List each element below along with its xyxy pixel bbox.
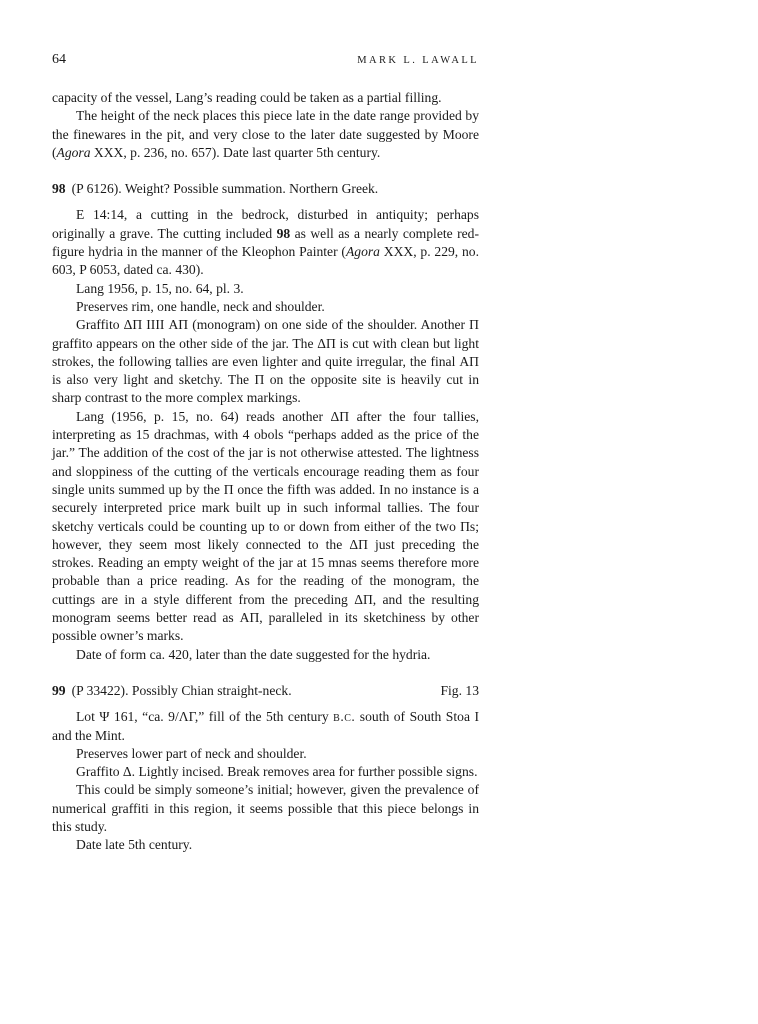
entry-99-preservation: Preserves lower part of neck and shoulder. — [76, 745, 307, 761]
entry-99-number: 99 — [52, 682, 66, 698]
main-column — [52, 89, 479, 855]
intro-paragraph-2: The height of the neck places this piece late in the date range provided by the finewares in the pit, and very close to the later date suggested by Moore (Agora XXX, p. 236, no. 657). Date last quarter 5th century. — [52, 108, 479, 160]
entry-98-number: 98 — [52, 181, 66, 197]
entry-98-graffito: Graffito ΔΠ IIII ΑΠ (monogram) on one side of the shoulder. Another Π graffito appears on the other side of the jar. The ΔΠ is cut with clean but light strokes, the following tallies are even lighter and quite irregular, the final ΑΠ is also very light and sketchy. The Π on the opposite site is heavily cut in sharp contrast to the more complex markings. — [52, 317, 479, 406]
entry-98-preservation: Preserves rim, one handle, neck and shoulder. — [76, 298, 325, 314]
entry-99-context: Lot Ψ 161, “ca. 9/ΛΓ,” fill of the 5th century b.c. south of South Stoa I and the Mint. — [52, 709, 479, 743]
entry-99-heading — [52, 682, 479, 700]
entry-98-bibliography: Lang 1956, p. 15, no. 64, pl. 3. — [76, 280, 244, 296]
entry-98-discussion: Lang (1956, p. 15, no. 64) reads another ΔΠ after the four tallies, interpreting as 15 drachmas, with 4 obols “perhaps added as the price of the jar.” The addition of the cost of the jar is not otherwise attested. The lightness and sloppiness of the cutting of the verticals encourage reading them as four single units summed up by the Π once the fifth was added. In no instance is a securely interpreted price mark built up in such informal tallies. The four sketchy verticals could be counting up to or down from either of the two Πs; however, they seem most likely connected to the ΔΠ just preceding the strokes. Reading an empty weight of the jar at 15 mnas seems therefore more probable than a price reading. As for the reading of the monogram, the cuttings are in a style different from the preceding ΔΠ, and the resulting monogram seems better read as ΑΠ, paralleled in its sketchiness by other possible owner’s marks. — [52, 408, 479, 644]
entry-98-context: E 14:14, a cutting in the bedrock, disturbed in antiquity; perhaps originally a grave. The cutting included 98 as well as a nearly complete red-figure hydria in the manner of the Kleophon Painter (Agora XXX, p. 229, no. 603, P 6053, dated ca. 430). — [52, 207, 480, 278]
intro-paragraph-1: capacity of the vessel, Lang’s reading could be taken as a partial filling. — [52, 90, 442, 105]
entry-98-date: Date of form ca. 420, later than the date suggested for the hydria. — [76, 646, 431, 662]
entry-99-graffito: Graffito Δ. Lightly incised. Break removes area for further possible signs. — [76, 764, 478, 780]
entry-99-discussion: This could be simply someone’s initial; however, given the prevalence of numerical graffiti in this region, it seems possible that this piece belongs in this study. — [52, 782, 479, 834]
entry-99-date: Date late 5th century. — [76, 837, 193, 853]
running-head: MARK L. LAWALL — [357, 55, 479, 66]
entry-99-figure-ref: Fig. 13 — [440, 682, 479, 698]
entry-98-title: (P 6126). Weight? Possible summation. Northern Greek. — [71, 181, 379, 197]
entry-98-heading — [52, 180, 479, 198]
entry-99-title: (P 33422). Possibly Chian straight-neck. — [71, 682, 292, 698]
page-number: 64 — [52, 52, 66, 67]
